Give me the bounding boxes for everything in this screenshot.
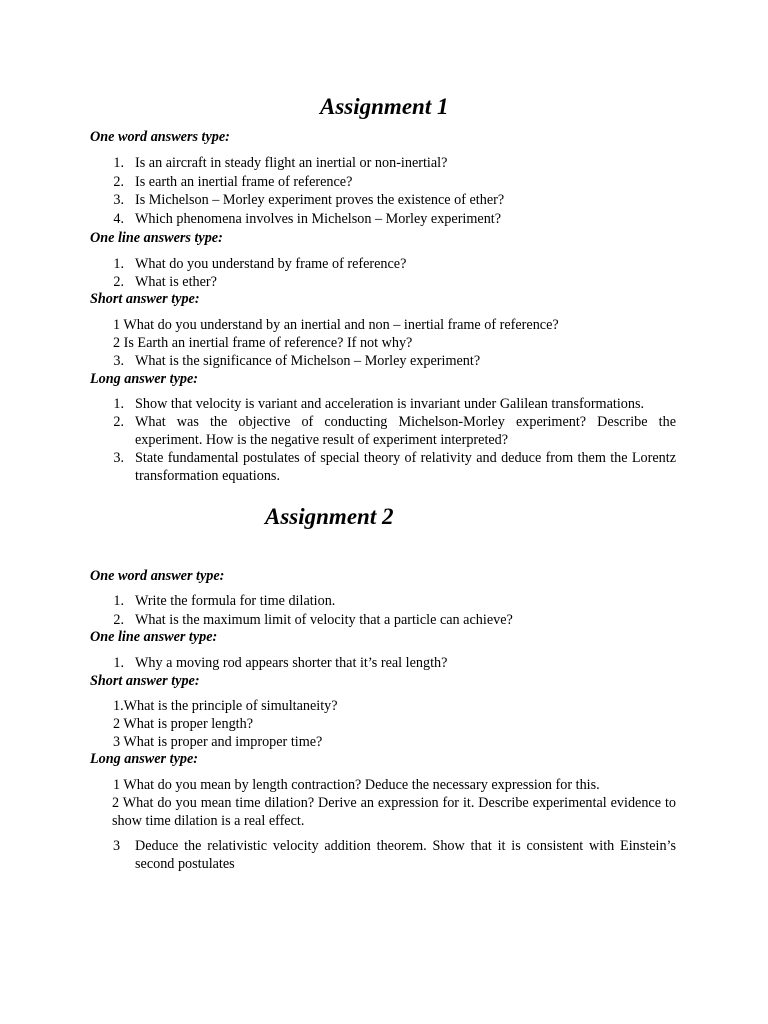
list-item: Is earth an inertial frame of reference? [135,174,353,190]
list-item: Which phenomena involves in Michelson – Morley experiment? [135,211,502,227]
list-item-number: 4. [113,211,124,227]
list-item-number: 2. [113,174,124,190]
list-item-number: 1. [113,256,124,272]
list-item: What is ether? [135,274,217,290]
a2-one-line-heading: One line answer type: [90,629,218,645]
list-item: 2 What is proper length? [113,716,253,732]
list-item: What is the significance of Michelson – Morley experiment? [135,353,481,369]
list-item-number: 3. [113,450,124,466]
list-item: 1 What do you understand by an inertial and non – inertial frame of reference? [113,317,559,333]
a1-one-line-heading: One line answers type: [90,230,223,246]
a2-one-word-heading: One word answer type: [90,568,225,584]
list-item: 3 What is proper and improper time? [113,734,323,750]
list-item-number: 3. [113,353,124,369]
a2-long-heading: Long answer type: [90,751,198,767]
list-item-number: 1. [113,655,124,671]
list-item: What is the maximum limit of velocity that a particle can achieve? [135,612,513,628]
list-item: Write the formula for time dilation. [135,593,336,609]
list-item-number: 1. [113,396,124,412]
a1-long-heading: Long answer type: [90,371,198,387]
assignment-2-title: Assignment 2 [265,504,394,529]
list-item: What was the objective of conducting Michelson-Morley experiment? Describe the experiment. How is the negative result of experiment interpreted? [135,414,676,448]
list-item-number: 2. [113,612,124,628]
list-item-number: 2. [113,274,124,290]
list-item-number: 1. [113,155,124,171]
list-item-number: 1. [113,593,124,609]
list-item: Deduce the relativistic velocity addition theorem. Show that it is consistent with Einstein’s second postulates [135,838,676,872]
list-item-number: 2. [113,414,124,430]
list-item: 2 Is Earth an inertial frame of reference? If not why? [113,335,413,351]
list-item: 2 What do you mean time dilation? Derive an expression for it. Describe experimental evidence to show time dilation is a real effect. [112,795,676,829]
list-item: 1.What is the principle of simultaneity? [113,698,338,714]
list-item: What do you understand by frame of reference? [135,256,407,272]
a2-short-heading: Short answer type: [90,673,200,689]
list-item-number: 3 [113,838,121,854]
assignment-1-title: Assignment 1 [320,94,449,119]
list-item: 1 What do you mean by length contraction? Deduce the necessary expression for this. [113,777,600,793]
list-item-number: 3. [113,192,124,208]
list-item: Why a moving rod appears shorter that it’s real length? [135,655,448,671]
list-item: State fundamental postulates of special theory of relativity and deduce from them the Lorentz transformation equations. [135,450,676,484]
a1-one-word-heading: One word answers type: [90,129,230,145]
list-item: Is an aircraft in steady flight an inertial or non-inertial? [135,155,448,171]
list-item: Show that velocity is variant and acceleration is invariant under Galilean transformations. [135,396,645,412]
a1-short-heading: Short answer type: [90,291,200,307]
list-item: Is Michelson – Morley experiment proves the existence of ether? [135,192,505,208]
